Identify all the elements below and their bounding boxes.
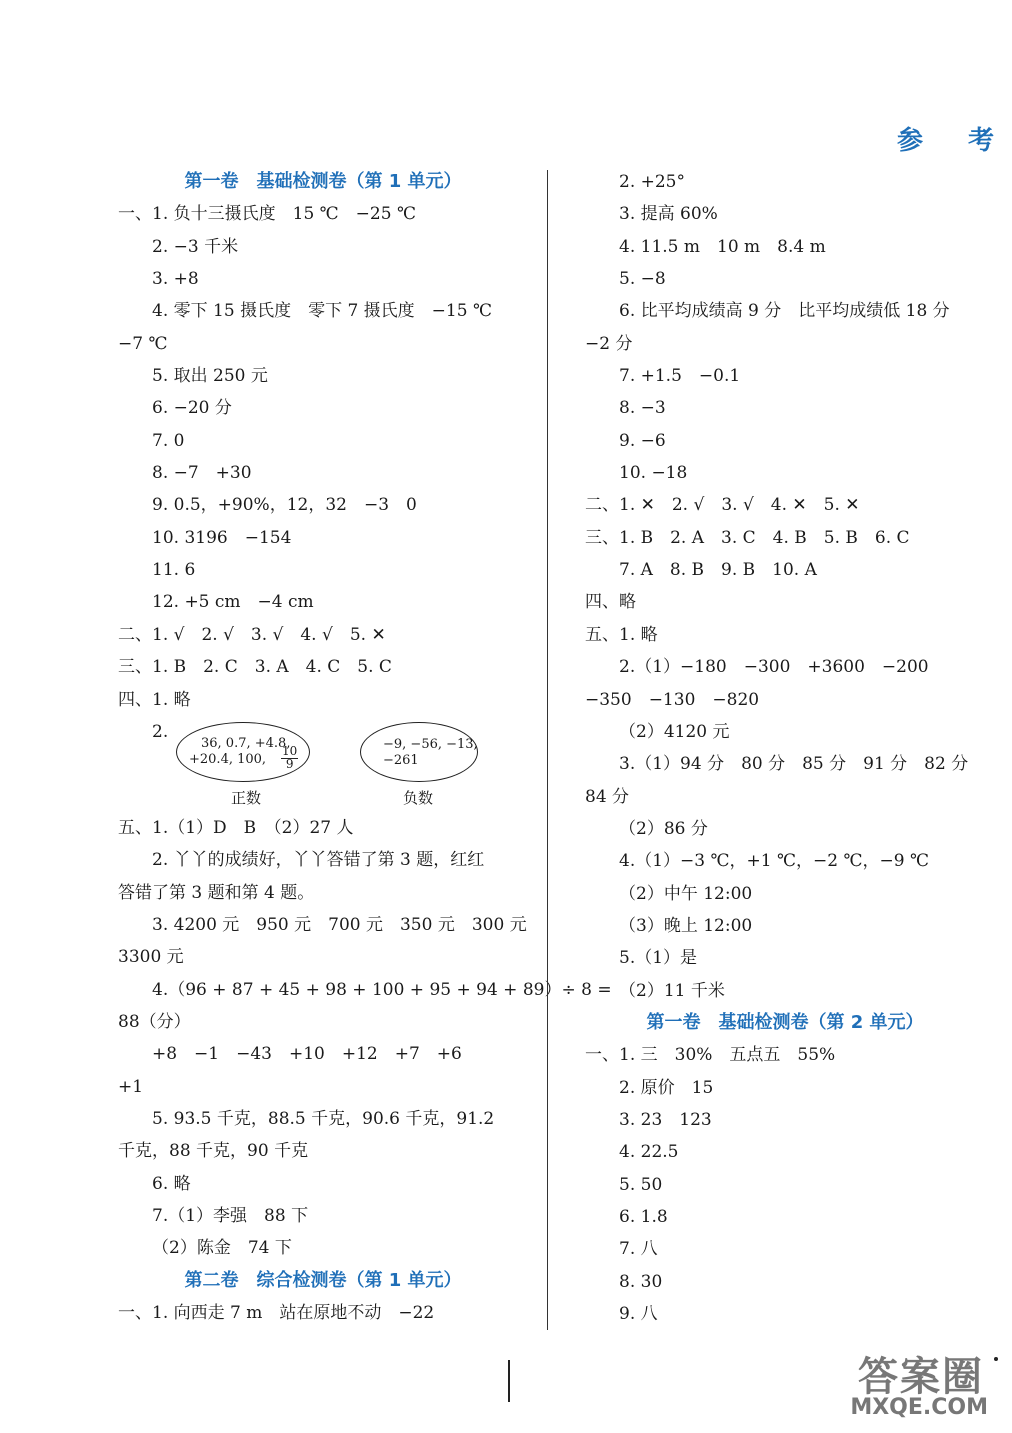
answer-line: 9. 0.5，+90%，12，32 −3 0 xyxy=(152,495,417,516)
answer-line: 3. 23 123 xyxy=(619,1109,712,1130)
answer-line: 6. −20 分 xyxy=(152,398,232,419)
answer-line: （2）86 分 xyxy=(619,818,708,839)
answer-line: 3300 元 xyxy=(118,947,184,968)
section-heading: 第二卷 综合检测卷（第 1 单元） xyxy=(184,1269,462,1291)
answer-line: 10. −18 xyxy=(619,463,688,484)
answer-line: 千克，88 千克，90 千克 xyxy=(118,1141,309,1162)
answer-line: +8 −1 −43 +10 +12 +7 +6 xyxy=(152,1044,462,1065)
answer-list xyxy=(118,198,528,716)
answer-line: 84 分 xyxy=(585,786,630,807)
answer-line: 6. 1.8 xyxy=(619,1207,668,1227)
fraction-denominator: 9 xyxy=(285,756,294,771)
answer-line: 7. 八 xyxy=(619,1239,658,1260)
answer-line: 8. −3 xyxy=(619,398,666,419)
answer-line: 三、1. B 2. C 3. A 4. C 5. C xyxy=(118,657,392,678)
question-number: 2. xyxy=(152,721,169,742)
number-classification-figure xyxy=(118,716,528,812)
positive-number-oval xyxy=(176,722,310,782)
answer-line: 9. −6 xyxy=(619,430,666,451)
answer-line: 一、1. 向西走 7 m 站在原地不动 −22 xyxy=(118,1303,435,1323)
answer-line: 2. −3 千米 xyxy=(152,236,239,257)
right-column xyxy=(585,166,985,1330)
column-divider xyxy=(547,170,548,1330)
answer-line: 四、1. 略 xyxy=(118,689,191,710)
answer-list xyxy=(118,812,612,1265)
answer-line: 二、1. ✕ 2. √ 3. √ 4. ✕ 5. ✕ xyxy=(585,495,860,516)
answer-line: 5. −8 xyxy=(619,269,666,290)
answer-line: 4. 22.5 xyxy=(619,1142,679,1163)
fraction-numerator: 10 xyxy=(282,743,298,758)
answer-line: 88（分） xyxy=(118,1011,191,1032)
answer-line: （2）11 千米 xyxy=(619,980,725,1001)
answer-line: 4.（96 + 87 + 45 + 98 + 100 + 95 + 94 + 89）÷ 8 = xyxy=(152,979,612,1000)
section-heading: 第一卷 基础检测卷（第 1 单元） xyxy=(184,171,462,192)
answer-line: −350 −130 −820 xyxy=(585,689,760,710)
answer-line: +1 xyxy=(118,1076,144,1097)
negative-label: 负数 xyxy=(403,788,434,807)
answer-line: 五、1. 略 xyxy=(585,624,658,645)
answer-line: 一、1. 三 30% 五点五 55% xyxy=(585,1045,836,1066)
oval-text: −261 xyxy=(383,752,419,768)
answer-line: 三、1. B 2. A 3. C 4. B 5. B 6. C xyxy=(585,527,910,548)
answer-line: 5.（1）是 xyxy=(619,948,698,969)
answer-line: 一、1. 负十三摄氏度 15 ℃ −25 ℃ xyxy=(118,204,416,225)
answer-line: 2.（1）−180 −300 +3600 −200 xyxy=(619,657,929,678)
answer-line: −2 分 xyxy=(585,333,633,354)
answer-line: （2）4120 元 xyxy=(619,721,730,742)
answer-line: 4.（1）−3 ℃，+1 ℃，−2 ℃，−9 ℃ xyxy=(619,851,929,872)
answer-line: 7. A 8. B 9. B 10. A xyxy=(619,560,817,581)
answer-line: 9. 八 xyxy=(619,1304,658,1325)
answer-line: −7 ℃ xyxy=(118,333,168,354)
answer-line: 3.（1）94 分 80 分 85 分 91 分 82 分 xyxy=(619,754,969,775)
answer-line: 二、1. √ 2. √ 3. √ 4. √ 5. ✕ xyxy=(118,624,386,645)
watermark xyxy=(802,1345,992,1425)
answer-line: 7.（1）李强 88 下 xyxy=(152,1205,309,1226)
answer-list xyxy=(585,1039,985,1330)
answer-line: 答错了第 3 题和第 4 题。 xyxy=(118,882,315,903)
answer-line: 7. +1.5 −0.1 xyxy=(619,366,741,387)
scan-mark xyxy=(508,1360,510,1402)
fraction xyxy=(281,745,298,771)
answer-line: 7. 0 xyxy=(152,430,185,451)
answer-line: 8. −7 +30 xyxy=(152,463,252,484)
positive-label: 正数 xyxy=(231,788,262,807)
answer-line: 2. +25° xyxy=(619,172,685,192)
answer-line: 3. +8 xyxy=(152,269,199,290)
oval-text: +20.4, 100, xyxy=(189,751,267,767)
answer-line: 4. 零下 15 摄氏度 零下 7 摄氏度 −15 ℃ xyxy=(152,301,492,322)
answer-line: 5. 取出 250 元 xyxy=(152,366,268,387)
answer-line: 3. 提高 60% xyxy=(619,204,718,225)
answer-line: 5. 93.5 千克，88.5 千克，90.6 千克，91.2 xyxy=(152,1108,495,1129)
section-heading: 第一卷 基础检测卷（第 2 单元） xyxy=(646,1011,924,1033)
answer-line: 10. 3196 −154 xyxy=(152,527,292,548)
answer-line: 2. 丫丫的成绩好，丫丫答错了第 3 题，红红 xyxy=(152,850,485,871)
answer-list xyxy=(118,1297,528,1329)
answer-line: 四、略 xyxy=(585,592,636,613)
corner-title: 参 考 xyxy=(896,126,1012,156)
oval-text: −9, −56, −13, xyxy=(383,736,478,752)
answer-line: （2）陈金 74 下 xyxy=(152,1238,292,1259)
answer-line: 4. 11.5 m 10 m 8.4 m xyxy=(619,236,826,257)
scan-dot xyxy=(994,1357,998,1361)
answer-line: 8. 30 xyxy=(619,1271,663,1292)
answer-list xyxy=(585,166,985,1007)
answer-line: 5. 50 xyxy=(619,1174,663,1195)
answer-line: 2. 原价 15 xyxy=(619,1077,714,1098)
watermark-logo-text: 答案圈 xyxy=(858,1354,984,1400)
answer-line: 6. 比平均成绩高 9 分 比平均成绩低 18 分 xyxy=(619,301,950,322)
answer-line: 6. 略 xyxy=(152,1173,191,1194)
watermark-url: MXQE.COM xyxy=(850,1395,988,1420)
oval-text: 36, 0.7, +4.8, xyxy=(201,735,291,751)
answer-line: （3）晚上 12:00 xyxy=(619,915,753,936)
answer-line: 12. +5 cm −4 cm xyxy=(152,592,314,613)
answer-line: 3. 4200 元 950 元 700 元 350 元 300 元 xyxy=(152,914,527,935)
answer-line: 11. 6 xyxy=(152,560,196,581)
answer-line: 五、1.（1）D B （2）27 人 xyxy=(118,817,354,838)
negative-number-oval xyxy=(360,722,478,782)
answer-line: （2）中午 12:00 xyxy=(619,883,753,904)
